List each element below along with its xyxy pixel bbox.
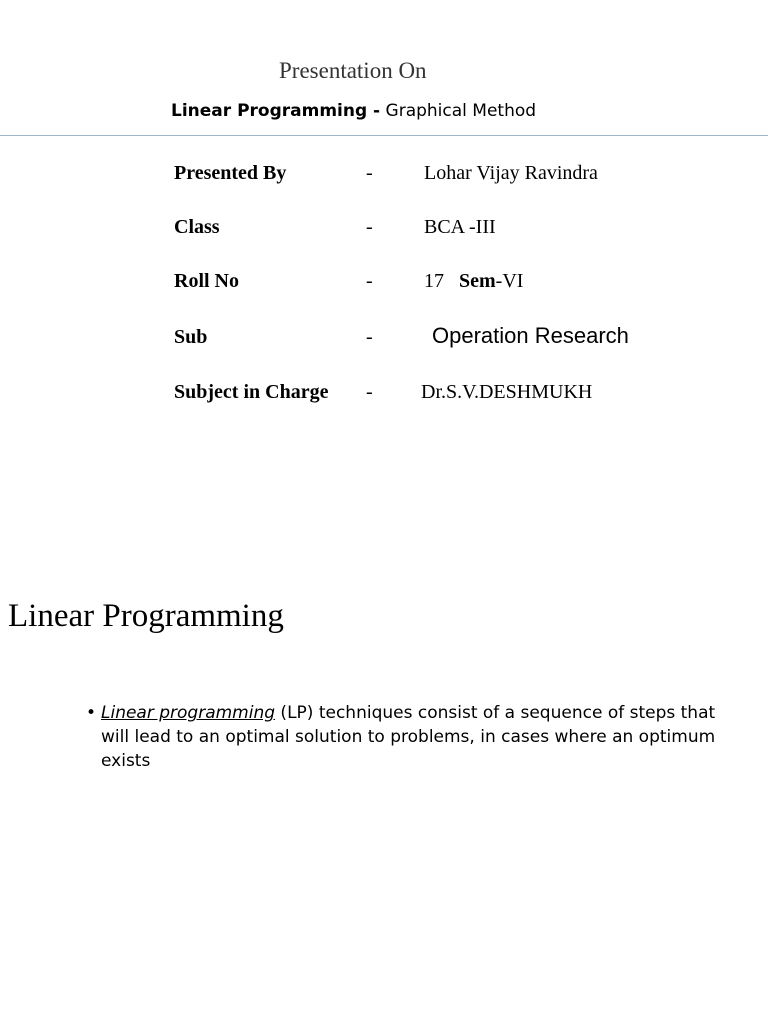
roll-number: 17 xyxy=(424,270,444,292)
presentation-pre-title: Presentation On xyxy=(279,58,427,83)
info-dash: - xyxy=(366,162,373,184)
info-dash: - xyxy=(366,326,373,348)
info-label: Sub xyxy=(174,326,208,348)
info-row-subject-in-charge xyxy=(0,381,768,411)
info-dash: - xyxy=(366,216,373,238)
info-row-class xyxy=(0,216,768,246)
info-value xyxy=(424,270,523,293)
info-value: Dr.S.V.DESHMUKH xyxy=(421,381,593,403)
info-row-roll-no xyxy=(0,270,768,300)
presentation-title xyxy=(171,101,536,121)
info-value: Operation Research xyxy=(432,323,629,348)
slide-divider xyxy=(0,135,768,136)
info-label: Subject in Charge xyxy=(174,381,329,403)
info-label: Class xyxy=(174,216,220,238)
info-dash: - xyxy=(366,270,373,292)
title-bold-part: Linear Programming - xyxy=(171,101,381,121)
info-row-presented-by xyxy=(0,162,768,192)
info-row-subject xyxy=(0,323,768,356)
bullet-description: (LP) techniques consist of a sequence of steps that will lead to an optimal solution to problems, in cases where an optimum exists xyxy=(101,703,716,771)
sem-label: Sem xyxy=(459,270,496,292)
info-dash: - xyxy=(366,381,373,403)
slide-heading: Linear Programming xyxy=(8,598,284,634)
info-value: Lohar Vijay Ravindra xyxy=(424,162,598,184)
bullet-dot: • xyxy=(86,703,97,723)
info-label: Presented By xyxy=(174,162,287,184)
info-label: Roll No xyxy=(174,270,239,292)
sem-value: -VI xyxy=(495,270,524,292)
bullet-term: Linear programming xyxy=(101,703,276,723)
bullet-text xyxy=(101,701,741,773)
info-value: BCA -III xyxy=(424,216,496,238)
title-rest-part: Graphical Method xyxy=(380,101,537,121)
